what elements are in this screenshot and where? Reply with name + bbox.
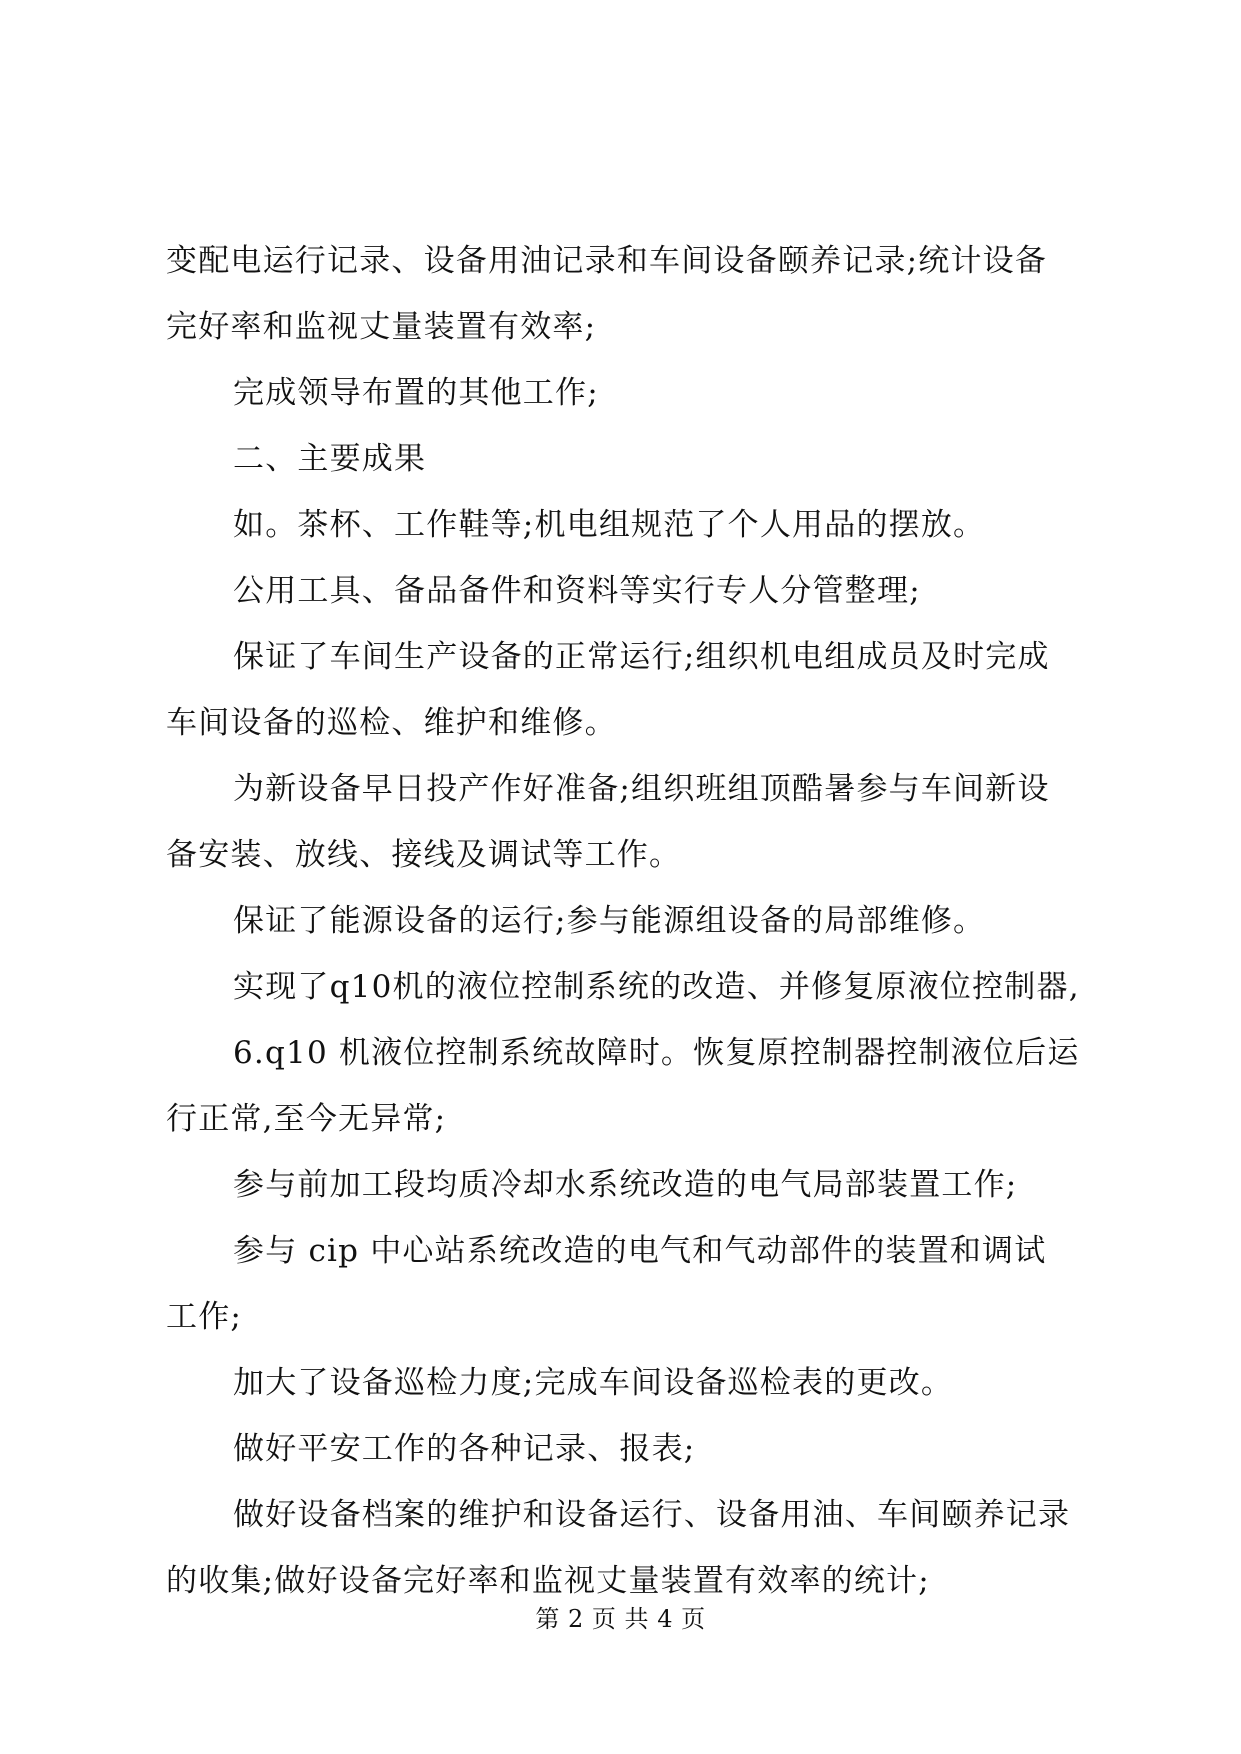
text-line: 如。茶杯、工作鞋等;机电组规范了个人用品的摆放。 [233,507,986,543]
text-line: 为新设备早日投产作好准备;组织班组顶酷暑参与车间新设 [233,771,1050,807]
text-line: 参与前加工段均质冷却水系统改造的电气局部装置工作; [233,1167,1018,1203]
text-line: 公用工具、备品备件和资料等实行专人分管整理; [233,573,921,609]
text-line: 保证了能源设备的运行;参与能源组设备的局部维修。 [233,903,986,939]
text-line: 参与 cip 中心站系统改造的电气和气动部件的装置和调试 [233,1233,1047,1269]
text-line: 车间设备的巡检、维护和维修。 [166,705,617,741]
text-line: 的收集;做好设备完好率和监视丈量装置有效率的统计; [166,1563,930,1599]
text-line: 完好率和监视丈量装置有效率; [166,309,597,345]
text-line: 备安装、放线、接线及调试等工作。 [166,837,682,873]
text-line: 工作; [166,1299,243,1335]
text-line: 变配电运行记录、设备用油记录和车间设备颐养记录;统计设备 [166,243,1048,279]
text-line: 做好平安工作的各种记录、报表; [233,1431,696,1467]
text-line: 实现了q10机的液位控制系统的改造、并修复原液位控制器, [233,969,1080,1005]
page-number-footer: 第 2 页 共 4 页 [535,1605,706,1633]
body-text [166,228,1086,1614]
text-line: 完成领导布置的其他工作; [233,375,599,411]
text-line: 二、主要成果 [233,441,427,477]
text-line: 6.q10 机液位控制系统故障时。恢复原控制器控制液位后运 [233,1035,1080,1071]
text-line: 行正常,至今无异常; [166,1101,447,1137]
text-line: 加大了设备巡检力度;完成车间设备巡检表的更改。 [233,1365,954,1401]
text-line: 做好设备档案的维护和设备运行、设备用油、车间颐养记录 [233,1497,1071,1533]
text-line: 保证了车间生产设备的正常运行;组织机电组成员及时完成 [233,639,1050,675]
